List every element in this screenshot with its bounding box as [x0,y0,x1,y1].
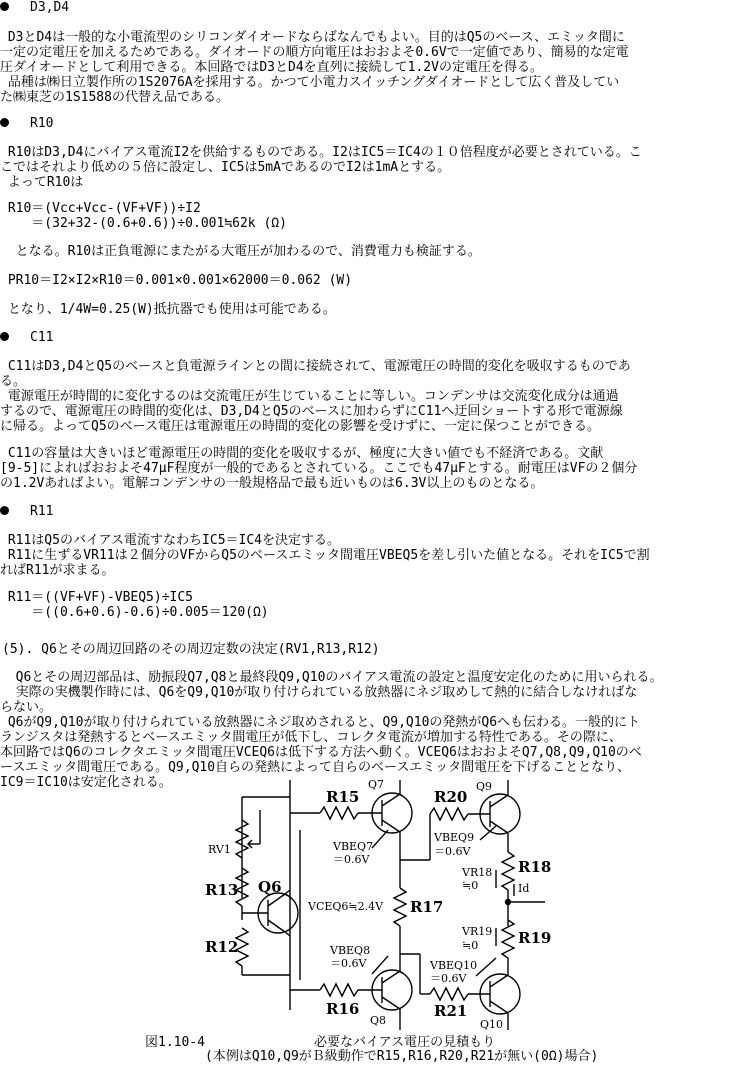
text-line: Q6とその周辺部品は、励振段Q7,Q8と最終段Q9,Q10のバイアス電流の設定と温度安定化のために用いられる。 [0,670,663,685]
bullet-icon [0,332,9,341]
label-r21: R21 [434,1002,468,1020]
label-q9: Q9 [476,780,493,793]
text-line: た㈱東芝の1S1588の代替え品である。 [0,90,229,105]
label-r20: R20 [434,788,468,806]
label-r15: R15 [326,788,360,806]
text-line: [9-5]によればおおよそ47μF程度が一般的であるとされている。ここでも47μFとする。耐電圧はVFの２個分 [0,461,638,476]
label-vr18: VR18 [462,866,493,879]
label-r17: R17 [410,898,444,916]
section-heading-d3d4: D3,D4 [30,0,70,15]
label-vbeq7: VBEQ7 [333,840,374,853]
label-vr18-value: ≒0 [462,879,479,892]
label-vbeq10: VBEQ10 [430,959,478,972]
text-line: Q6がQ9,Q10が取り付けられている放熱器にネジ取めされると、Q9,Q10の発熱がQ6へも伝わる。一般的にト [0,715,641,730]
text-line: よってR10は [0,175,84,190]
text-line: 電源電圧が時間的に変化するのは交流電圧が生じていることに等しい。コンデンサは交流変化成分は通過 [0,389,619,404]
text-line: の1.2Vあればよい。電解コンデンサの一般規格品で最も近いものは6.3V以上のものとなる。 [0,476,544,491]
text-line: R11はQ5のバイアス電流すなわちIC5＝IC4を決定する。 [0,533,341,548]
label-vbeq8: VBEQ8 [330,944,371,957]
formula-line: ＝((0.6+0.6)-0.6)÷0.005＝120(Ω) [0,605,269,620]
text-line: 実際の実機製作時には、Q6をQ9,Q10が取り付けられている放熱器にネジ取めして熱的に結合しなければな [0,685,638,700]
figure-number: 図1.10-4 [145,1035,205,1050]
label-q10: Q10 [480,1018,504,1031]
label-q6: Q6 [258,878,282,896]
section-heading-5: (5). Q6とその周辺回路のその周辺定数の決定(RV1,R13,R12) [2,642,380,657]
text-line: ればR11が求まる。 [0,563,115,578]
section-heading-r11: R11 [30,504,54,519]
text-line: こではそれより低めの５倍に設定し、IC5は5mAであるのでI2は1mAとする。 [0,160,451,175]
figure-title: 必要なバイアス電圧の見積もり [314,1035,496,1050]
label-vr19: VR19 [462,925,493,938]
label-r13: R13 [205,881,239,899]
text-line: 圧ダイオードとして利用できる。本回路ではD3とD4を直列に接続して1.2Vの定電圧を得る。 [0,60,543,75]
text-line: C11の容量は大きいほど電源電圧の時間的変化を吸収するが、極度に大きい値でも不経済である。文献 [0,446,604,461]
label-r19: R19 [518,929,552,947]
label-vbeq7-value: ＝0.6V [333,853,370,866]
text-line: ースエミッタ間電圧である。Q9,Q10自らの発熱によって自らのベースエミッタ間電圧を下げることとなり、 [0,760,631,775]
bullet-icon [0,118,9,127]
label-id: Id [518,882,530,895]
text-line: するので、電源電圧の時間的変化は、D3,D4とQ5のベースに加わらずにC11へ迂回ショートする形で電源線 [0,404,623,419]
text-line: D3とD4は一般的な小電流型のシリコンダイオードならばなんでもよい。目的はQ5のベース、エミッタ間に [0,30,625,45]
text-line: となり、1/4W=0.25(W)抵抗器でも使用は可能である。 [0,302,336,317]
label-r18: R18 [518,858,552,876]
section-heading-r10: R10 [30,116,54,131]
label-vceq6: VCEQ6≒2.4V [308,900,384,913]
formula-line: PR10＝I2×I2×R10＝0.001×0.001×62000＝0.062 (W) [0,273,353,288]
label-vbeq8-value: ＝0.6V [330,957,367,970]
text-line: IC9＝IC10は安定化される。 [0,775,172,790]
bullet-icon [0,506,9,515]
text-line: らない。 [0,700,53,715]
formula-line: R10＝(Vcc+Vcc-(VF+VF))÷I2 [0,201,201,216]
text-line: に帰る。よってQ5のベース電圧は電源電圧の時間的変化の影響を受けずに、一定に保つことができる。 [0,419,601,434]
text-line: C11はD3,D4とQ5のベースと負電源ラインとの間に接続されて、電源電圧の時間的変化を吸収するものであ [0,359,631,374]
label-r12: R12 [205,938,239,956]
bias-circuit-schematic [0,780,749,1040]
text-line: ランジスタは発熱するとベースエミッタ間電圧が低下し、コレクタ電流が増加する特性である。その際に、 [0,730,622,745]
text-line: 品種は㈱日立製作所の1S2076Aを採用する。かつて小電力スイッチングダイオードとして広く普及してい [0,75,620,90]
section-heading-c11: C11 [30,330,54,345]
text-line: R11に生ずるVR11は２個分のVFからQ5のベースエミッタ間電圧VBEQ5を差し引いた値となる。それをIC5で割 [0,548,650,563]
formula-line: R11＝((VF+VF)-VBEQ5)÷IC5 [0,590,194,605]
text-line: となる。R10は正負電源にまたがる大電圧が加わるので、消費電力も検証する。 [0,244,481,259]
text-line: R10はD3,D4にバイアス電流I2を供給するものである。I2はIC5＝IC4の１０倍程度が必要とされている。こ [0,145,642,160]
label-vbeq9-value: ＝0.6V [434,845,471,858]
label-q8: Q8 [370,1014,387,1027]
bullet-icon [0,2,9,11]
label-rv1: RV1 [208,843,231,856]
label-r16: R16 [326,1000,360,1018]
formula-line: ＝(32+32-(0.6+0.6))÷0.001≒62k (Ω) [0,216,287,231]
text-line: 本回路ではQ6のコレクタエミッタ間電圧VCEQ6は低下する方法へ動く。VCEQ6はおおよそQ7,Q8,Q9,Q10のベ [0,745,642,760]
label-vbeq10-value: ＝0.6V [430,972,467,985]
text-line: る。 [0,374,27,389]
label-vbeq9: VBEQ9 [434,831,475,844]
label-q7: Q7 [368,780,385,791]
figure-note: (本例はQ10,Q9がＢ級動作でR15,R16,R20,R21が無い(0Ω)場合) [205,1049,599,1064]
label-vr19-value: ≒0 [462,939,479,952]
text-line: 一定の定電圧を加えるためである。ダイオードの順方向電圧はおおよそ0.6Vで一定値であり、簡易的な定電 [0,45,629,60]
